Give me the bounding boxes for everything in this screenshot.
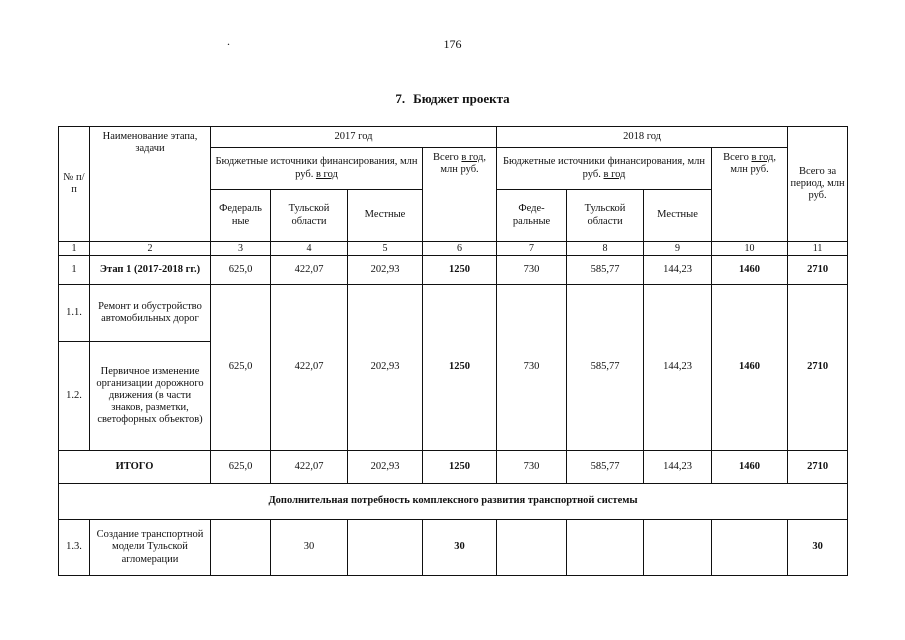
task13-cell: 30 (788, 520, 848, 576)
column-number: 1 (59, 242, 90, 256)
column-number: 10 (712, 242, 788, 256)
task13-cell: 30 (423, 520, 497, 576)
column-number: 2 (90, 242, 211, 256)
task13-cell (211, 520, 271, 576)
column-number: 11 (788, 242, 848, 256)
task13-cell (348, 520, 423, 576)
dot-mark: . (227, 34, 230, 48)
total-cell: 1460 (712, 451, 788, 484)
stage1-cell: 1250 (423, 256, 497, 285)
task11-num: 1.1. (59, 285, 90, 342)
stage1-num: 1 (59, 256, 90, 285)
tasks-cell: 144,23 (644, 285, 712, 451)
total-cell: 730 (497, 451, 567, 484)
tasks-cell: 585,77 (567, 285, 644, 451)
stage1-cell: 2710 (788, 256, 848, 285)
stage1-cell: 202,93 (348, 256, 423, 285)
tasks-cell: 1460 (712, 285, 788, 451)
task13-cell (567, 520, 644, 576)
header-year-2017: 2017 год (211, 127, 497, 148)
in-year-2017: в год (315, 168, 338, 180)
task11-row (59, 285, 848, 342)
stage1-row (59, 256, 848, 285)
header-sources-2017 (211, 148, 423, 190)
additional-header: Дополнительная потребность комплексного развития транспортной системы (59, 484, 848, 520)
stage1-cell: 422,07 (271, 256, 348, 285)
stage1-name: Этап 1 (2017-2018 гг.) (90, 256, 211, 285)
tasks-cell: 730 (497, 285, 567, 451)
task11-name: Ремонт и обустройство автомобильных дорог (90, 285, 211, 342)
tasks-cell: 202,93 (348, 285, 423, 451)
total-cell: 1250 (423, 451, 497, 484)
task12-num: 1.2. (59, 342, 90, 451)
tasks-cell: 1250 (423, 285, 497, 451)
task13-num: 1.3. (59, 520, 90, 576)
task13-row (59, 520, 848, 576)
budget-table (58, 126, 848, 576)
header-total-2017: Всего в год, млн руб. (423, 148, 497, 242)
total-cell: 202,93 (348, 451, 423, 484)
header-year-2018: 2018 год (497, 127, 788, 148)
column-number-row (59, 242, 848, 256)
section-number: 7. (395, 91, 406, 106)
total-suffix-2017: млн руб. (440, 164, 479, 176)
total-cell: 422,07 (271, 451, 348, 484)
total-row (59, 451, 848, 484)
header-num: № п/п (59, 127, 90, 242)
task13-cell (644, 520, 712, 576)
column-number: 4 (271, 242, 348, 256)
in-year-2018: в год (603, 168, 626, 180)
header-local-2017: Местные (348, 190, 423, 242)
header-local-2018: Местные (644, 190, 712, 242)
header-name: Наименование этапа, задачи (90, 127, 211, 242)
header-regional-2018: Тульской области (567, 190, 644, 242)
column-number: 6 (423, 242, 497, 256)
column-number: 8 (567, 242, 644, 256)
total-cell: 2710 (788, 451, 848, 484)
total-prefix-2018: Всего (723, 152, 749, 163)
sources-label-2017: Бюджетные источники финансирования, млн руб. (215, 156, 418, 180)
header-sources-2018 (497, 148, 712, 190)
header-row-years (59, 127, 848, 148)
total-cell: 625,0 (211, 451, 271, 484)
task13-cell (712, 520, 788, 576)
tasks-cell: 2710 (788, 285, 848, 451)
stage1-cell: 585,77 (567, 256, 644, 285)
total-label: ИТОГО (59, 451, 211, 484)
total-in-year-2017: в год (461, 152, 484, 163)
task13-cell (497, 520, 567, 576)
stage1-cell: 625,0 (211, 256, 271, 285)
stage1-cell: 1460 (712, 256, 788, 285)
tasks-cell: 422,07 (271, 285, 348, 451)
header-total-2018: Всего в год, млн руб. (712, 148, 788, 242)
task13-name: Создание транспортной модели Тульской агломерации (90, 520, 211, 576)
additional-section-row (59, 484, 848, 520)
total-cell: 585,77 (567, 451, 644, 484)
column-number: 7 (497, 242, 567, 256)
section-title-text: Бюджет проекта (413, 91, 510, 106)
header-federal-2018: Феде- ральные (497, 190, 567, 242)
section-title (0, 91, 905, 107)
task13-cell: 30 (271, 520, 348, 576)
column-number: 3 (211, 242, 271, 256)
total-in-year-2018: в год (751, 152, 774, 163)
stage1-cell: 730 (497, 256, 567, 285)
page-number: 176 (443, 37, 462, 51)
header-regional-2017: Тульской области (271, 190, 348, 242)
total-prefix-2017: Всего (433, 152, 459, 163)
stage1-cell: 144,23 (644, 256, 712, 285)
total-cell: 144,23 (644, 451, 712, 484)
column-number: 9 (644, 242, 712, 256)
tasks-cell: 625,0 (211, 285, 271, 451)
header-federal-2017: Федераль ные (211, 190, 271, 242)
sources-label-2018: Бюджетные источники финансирования, млн руб. (503, 156, 706, 180)
column-number: 5 (348, 242, 423, 256)
total-suffix-2018: млн руб. (730, 164, 769, 176)
task12-name: Первичное изменение организации дорожного движения (в части знаков, разметки, светофорных объектов) (90, 342, 211, 451)
header-total-period: Всего за период, млн руб. (788, 127, 848, 242)
